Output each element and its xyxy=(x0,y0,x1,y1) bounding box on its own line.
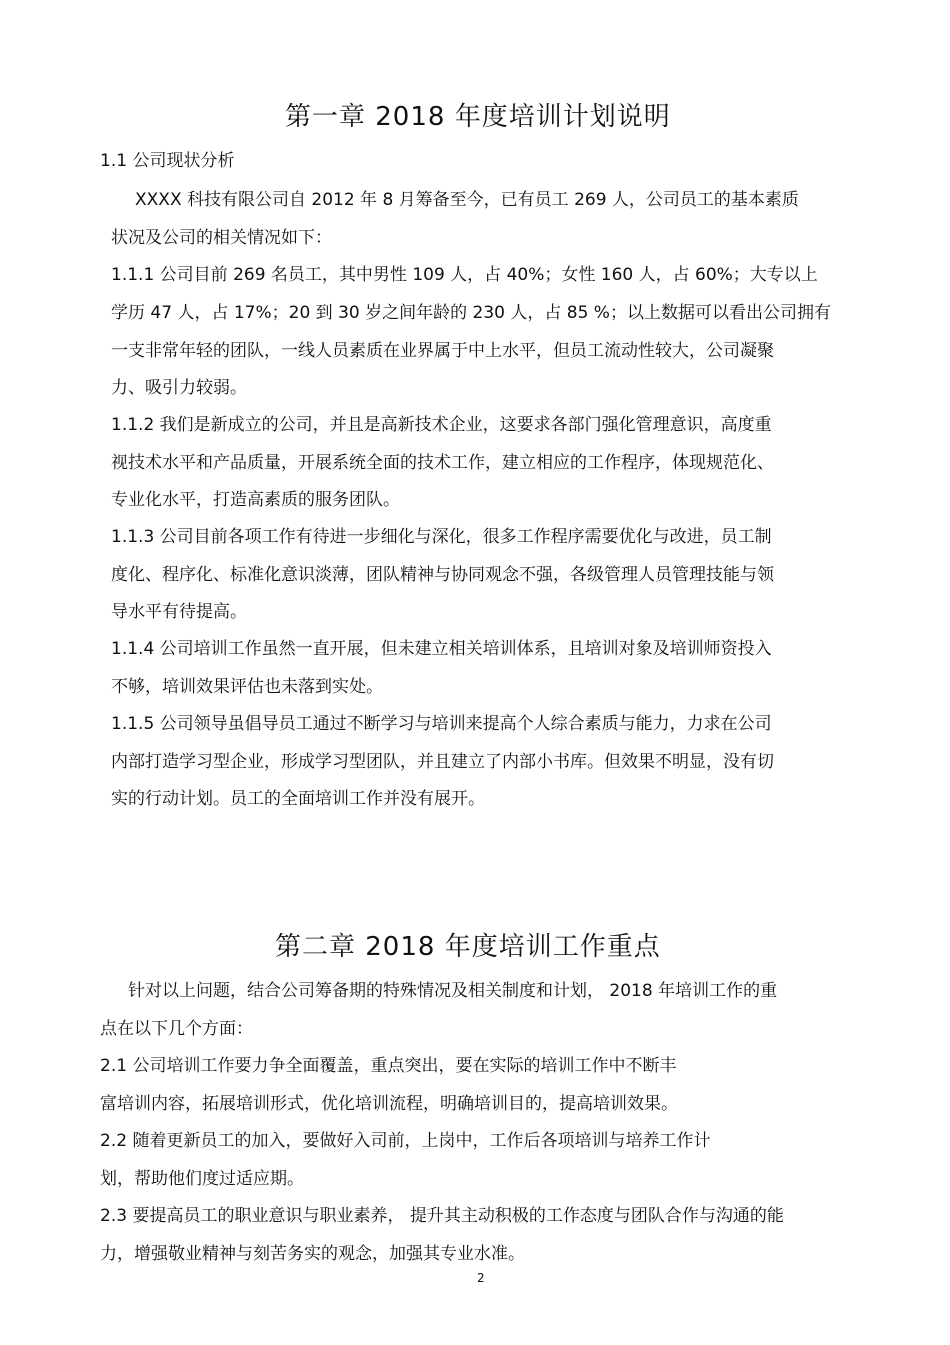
intro-line: 状况及公司的相关情况如下： xyxy=(111,228,332,248)
item-1-1-5-line: 1.1.5 公司领导虽倡导员工通过不断学习与培训来提高个人综合素质与能力，力求在公司 xyxy=(111,714,772,734)
item-2-3-line: 力，增强敬业精神与刻苦务实的观念，加强其专业水准。 xyxy=(100,1244,525,1264)
item-2-2-line: 划，帮助他们度过适应期。 xyxy=(100,1169,304,1189)
item-1-1-4-line: 1.1.4 公司培训工作虽然一直开展，但未建立相关培训体系，且培训对象及培训师资投入 xyxy=(111,639,772,659)
intro-line: 点在以下几个方面： xyxy=(100,1019,253,1039)
item-1-1-1-line: 1.1.1 公司目前 269 名员工，其中男性 109 人，占 40%；女性 160 人，占 60%；大专以上 xyxy=(111,265,818,285)
item-1-1-3-line: 度化、程序化、标准化意识淡薄，团队精神与协同观念不强，各级管理人员管理技能与领 xyxy=(111,565,774,585)
item-1-1-3-line: 导水平有待提高。 xyxy=(111,602,247,622)
chapter-2-title: 第二章 2018 年度培训工作重点 xyxy=(275,932,661,962)
item-1-1-1-line: 学历 47 人，占 17%；20 到 30 岁之间年龄的 230 人，占 85 %；以上数据可以看出公司拥有 xyxy=(111,303,831,323)
item-1-1-2-line: 视技术水平和产品质量，开展系统全面的技术工作，建立相应的工作程序，体现规范化、 xyxy=(111,453,774,473)
item-2-2-line: 2.2 随着更新员工的加入，要做好入司前，上岗中，工作后各项培训与培养工作计 xyxy=(100,1131,711,1151)
item-1-1-1-line: 一支非常年轻的团队，一线人员素质在业界属于中上水平，但员工流动性较大，公司凝聚 xyxy=(111,341,774,361)
item-1-1-3-line: 1.1.3 公司目前各项工作有待进一步细化与深化，很多工作程序需要优化与改进，员工制 xyxy=(111,527,772,547)
chapter-1-title: 第一章 2018 年度培训计划说明 xyxy=(285,102,671,132)
item-2-3-line: 2.3 要提高员工的职业意识与职业素养， 提升其主动积极的工作态度与团队合作与沟通的能 xyxy=(100,1206,784,1226)
item-1-1-4-line: 不够，培训效果评估也未落到实处。 xyxy=(111,677,383,697)
page-number: 2 xyxy=(477,1271,485,1285)
section-heading: 1.1 公司现状分析 xyxy=(100,151,235,171)
item-1-1-2-line: 1.1.2 我们是新成立的公司，并且是高新技术企业，这要求各部门强化管理意识，高度重 xyxy=(111,415,772,435)
item-1-1-5-line: 内部打造学习型企业，形成学习型团队，并且建立了内部小书库。但效果不明显，没有切 xyxy=(111,752,774,772)
item-2-1-line: 2.1 公司培训工作要力争全面覆盖，重点突出，要在实际的培训工作中不断丰 xyxy=(100,1056,677,1076)
item-2-1-line: 富培训内容，拓展培训形式，优化培训流程，明确培训目的，提高培训效果。 xyxy=(100,1094,678,1114)
item-1-1-5-line: 实的行动计划。员工的全面培训工作并没有展开。 xyxy=(111,789,485,809)
item-1-1-1-line: 力、吸引力较弱。 xyxy=(111,378,247,398)
intro-line: 针对以上问题，结合公司筹备期的特殊情况及相关制度和计划， 2018 年培训工作的重 xyxy=(128,981,778,1001)
intro-line: XXXX 科技有限公司自 2012 年 8 月筹备至今，已有员工 269 人，公司员工的基本素质 xyxy=(135,190,799,210)
item-1-1-2-line: 专业化水平，打造高素质的服务团队。 xyxy=(111,490,400,510)
